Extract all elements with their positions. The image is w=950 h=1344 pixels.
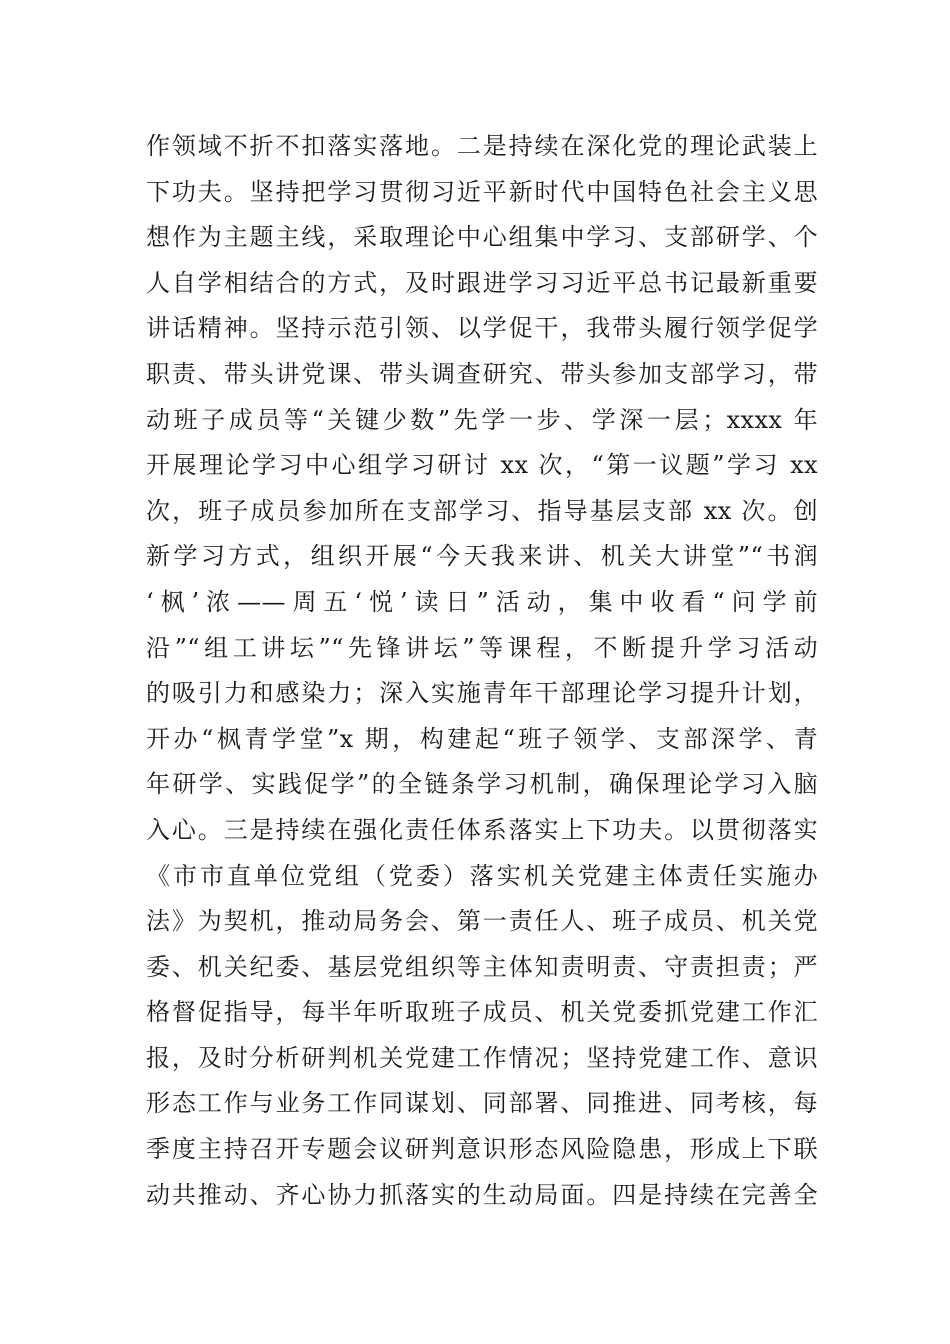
text-line: 报，及时分析研判机关党建工作情况；坚持党建工作、意识 bbox=[146, 1043, 818, 1072]
body-paragraph bbox=[146, 124, 818, 1218]
text-line: 职责、带头讲党课、带头调查研究、带头参加支部学习，带 bbox=[146, 359, 818, 388]
text-line: 新学习方式，组织开展“今天我来讲、机关大讲堂”“书润 bbox=[146, 542, 818, 571]
text-line: 开办“枫青学堂”x 期，构建起“班子领学、支部深学、青 bbox=[146, 724, 818, 753]
text-line: 入心。三是持续在强化责任体系落实上下功夫。以贯彻落实 bbox=[146, 815, 818, 844]
text-line: 沿”“组工讲坛”“先锋讲坛”等课程，不断提升学习活动 bbox=[146, 633, 818, 662]
text-line: 次，班子成员参加所在支部学习、指导基层支部 xx 次。创 bbox=[146, 496, 818, 525]
text-line: 季度主持召开专题会议研判意识形态风险隐患，形成上下联 bbox=[146, 1135, 818, 1164]
text-line: 年研学、实践促学”的全链条学习机制，确保理论学习入脑 bbox=[146, 770, 818, 799]
text-line: 形态工作与业务工作同谋划、同部署、同推进、同考核，每 bbox=[146, 1089, 818, 1118]
text-line: 想作为主题主线，采取理论中心组集中学习、支部研学、个 bbox=[146, 223, 818, 252]
text-line: ‘枫’浓——周五‘悦’读日”活动，集中收看“问学前 bbox=[146, 587, 818, 616]
text-line: 作领域不折不扣落实落地。二是持续在深化党的理论武装上 bbox=[146, 132, 818, 160]
text-line: 开展理论学习中心组学习研讨 xx 次，“第一议题”学习 xx bbox=[146, 451, 818, 480]
text-line: 讲话精神。坚持示范引领、以学促干，我带头履行领学促学 bbox=[146, 314, 818, 343]
text-line: 格督促指导，每半年听取班子成员、机关党委抓党建工作汇 bbox=[146, 998, 818, 1027]
text-line: 法》为契机，推动局务会、第一责任人、班子成员、机关党 bbox=[146, 907, 818, 936]
text-line: 动共推动、齐心协力抓落实的生动局面。四是持续在完善全 bbox=[146, 1180, 818, 1209]
text-line: 委、机关纪委、基层党组织等主体知责明责、守责担责；严 bbox=[146, 952, 818, 981]
text-line: 人自学相结合的方式，及时跟进学习习近平总书记最新重要 bbox=[146, 268, 818, 297]
text-line: 动班子成员等“关键少数”先学一步、学深一层；xxxx 年 bbox=[146, 405, 818, 434]
text-line: 《市市直单位党组（党委）落实机关党建主体责任实施办 bbox=[146, 861, 818, 890]
text-line: 下功夫。坚持把学习贯彻习近平新时代中国特色社会主义思 bbox=[146, 177, 818, 206]
text-line: 的吸引力和感染力；深入实施青年干部理论学习提升计划， bbox=[146, 679, 818, 708]
